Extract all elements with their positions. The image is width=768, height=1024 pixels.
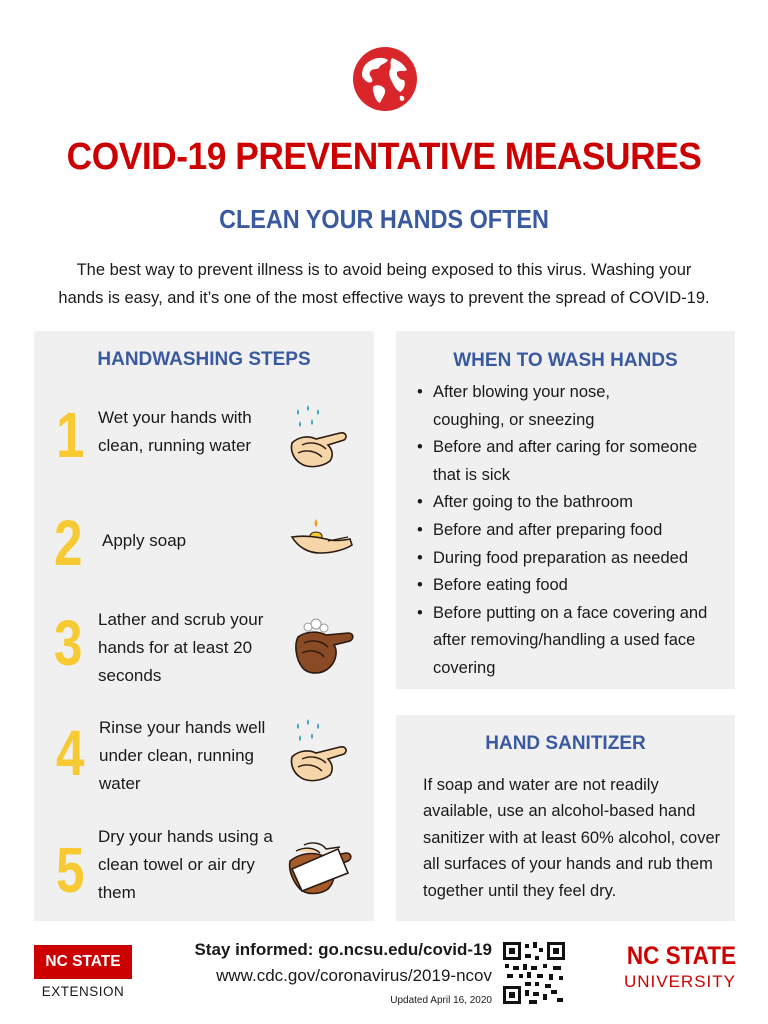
university-label: UNIVERSITY xyxy=(623,972,736,991)
intro-paragraph xyxy=(30,256,738,312)
intro-line-2: hands is easy, and it’s one of the most effective ways to prevent the spread of COVID-19. xyxy=(58,289,710,307)
list-item: • Before and after preparing food xyxy=(412,517,732,545)
scrub-hands-icon xyxy=(292,617,356,679)
towel-dry-icon xyxy=(286,839,358,899)
step-text-1: Wet your hands with clean, running water xyxy=(98,408,252,455)
list-item: • During food preparation as needed xyxy=(412,545,732,573)
step-text-4: Rinse your hands well under clean, running water xyxy=(99,718,266,793)
cdc-link[interactable]: www.cdc.gov/coronavirus/2019-ncov xyxy=(216,966,492,985)
step-number-2: 2 xyxy=(54,507,83,579)
nc-state-university-logo: NC STATE xyxy=(626,942,736,970)
step-number-1: 1 xyxy=(56,399,85,471)
extension-label: EXTENSION xyxy=(41,984,125,999)
soap-drop-hand-icon xyxy=(290,517,354,559)
stay-informed-link[interactable]: Stay informed: go.ncsu.edu/covid-19 xyxy=(194,940,492,959)
when-to-wash-panel xyxy=(396,331,735,689)
nc-state-extension-logo: NC STATE xyxy=(34,945,132,979)
handwashing-steps-panel xyxy=(34,331,374,921)
updated-date: Updated April 16, 2020 xyxy=(390,995,492,1006)
globe-icon xyxy=(352,46,418,112)
step-text-2: Apply soap xyxy=(102,531,187,550)
hand-sanitizer-text: If soap and water are not readily available, use an alcohol-based hand sanitizer with at least 60% alcohol, cover all surfaces of your hands and rub them together until they feel dry. xyxy=(423,776,721,900)
step-number-4: 4 xyxy=(56,717,85,789)
wet-hands-icon xyxy=(288,403,354,479)
page-subtitle: CLEAN YOUR HANDS OFTEN xyxy=(219,204,549,234)
intro-line-1: The best way to prevent illness is to avoid being exposed to this virus. Washing your xyxy=(76,261,692,279)
list-item: • Before and after caring for someone that is sick xyxy=(412,434,728,489)
hand-sanitizer-panel xyxy=(396,715,735,921)
step-text-5: Dry your hands using a clean towel or air dry them xyxy=(98,827,273,902)
list-item: • After blowing your nose, coughing, or sneezing xyxy=(412,379,633,434)
list-item: • Before putting on a face covering and after removing/handling a used face covering xyxy=(412,600,718,683)
when-to-wash-list xyxy=(412,379,732,683)
step-text-3: Lather and scrub your hands for at least 20 seconds xyxy=(98,610,264,685)
qr-code-icon[interactable] xyxy=(503,942,565,1004)
when-to-wash-heading: WHEN TO WASH HANDS xyxy=(453,350,678,371)
list-item: • After going to the bathroom xyxy=(412,489,732,517)
handwashing-heading: HANDWASHING STEPS xyxy=(97,349,311,370)
rinse-hands-icon xyxy=(288,717,354,793)
step-number-3: 3 xyxy=(54,607,83,679)
hand-sanitizer-heading: HAND SANITIZER xyxy=(485,733,646,754)
step-number-5: 5 xyxy=(56,834,85,906)
page-title: COVID-19 PREVENTATIVE MEASURES xyxy=(66,136,702,178)
list-item: • Before eating food xyxy=(412,572,732,600)
